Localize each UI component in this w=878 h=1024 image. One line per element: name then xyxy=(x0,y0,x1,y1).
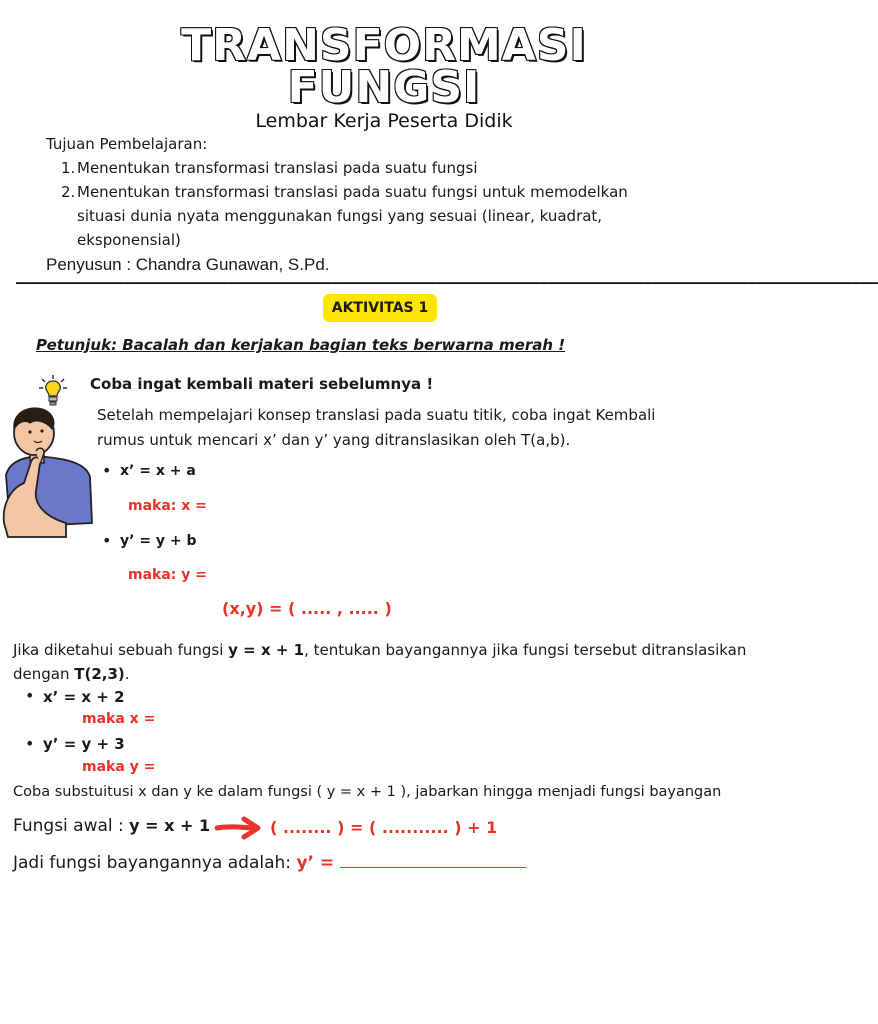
objectives-heading: Tujuan Pembelajaran: xyxy=(46,135,208,153)
subtitle: Lembar Kerja Peserta Didik xyxy=(255,110,513,132)
objective-2-cont1: situasi dunia nyata menggunakan fungsi yang sesuai (linear, kuadrat, xyxy=(77,207,603,225)
problem-text: . xyxy=(124,665,130,683)
problem-eq-2: y’ = y + 3 xyxy=(43,735,125,753)
title-line-2: FUNGSI xyxy=(287,62,481,113)
problem-text: Jika diketahui sebuah fungsi xyxy=(13,641,229,659)
objective-1-text: Menentukan transformasi translasi pada suatu fungsi xyxy=(77,159,478,177)
objective-1-num: 1. xyxy=(61,159,76,177)
author: Penyusun : Chandra Gunawan, S.Pd. xyxy=(46,255,330,274)
activity-badge: AKTIVITAS 1 xyxy=(323,294,437,322)
bullet-icon: • xyxy=(102,461,112,480)
problem-line-1 xyxy=(13,638,746,662)
bullet-icon: • xyxy=(25,686,35,705)
answer-blank-line[interactable] xyxy=(340,853,526,868)
objective-2-num: 2. xyxy=(61,183,76,201)
recall-heading: Coba ingat kembali materi sebelumnya ! xyxy=(90,375,434,393)
initial-expression[interactable]: ( ........ ) = ( ........... ) + 1 xyxy=(270,818,498,837)
problem-text: dengan xyxy=(13,665,75,683)
problem-eq-1: x’ = x + 2 xyxy=(43,688,125,706)
recall-eq-1: x’ = x + a xyxy=(120,463,196,479)
problem-answer-x[interactable]: maka x = xyxy=(82,711,156,727)
initial-label: Fungsi awal : xyxy=(13,816,130,836)
title-line-1: TRANSFORMASI xyxy=(181,20,587,71)
problem-answer-y[interactable]: maka y = xyxy=(82,759,156,775)
dashed-divider: –––––––––––––––––––––––––––––––––––––––––––––––––––––––––––––––––––––––––––––––––––––––––––––––––––––––––––––––––––– xyxy=(16,275,878,291)
recall-answer-x[interactable]: maka: x = xyxy=(128,498,207,514)
instruction: Petunjuk: Bacalah dan kerjakan bagian teks berwarna merah ! xyxy=(36,336,566,354)
initial-function xyxy=(13,816,210,836)
recall-point-answer[interactable]: (x,y) = ( ..... , ..... ) xyxy=(222,599,392,618)
recall-eq-2: y’ = y + b xyxy=(120,533,197,549)
arrow-right-icon xyxy=(214,815,262,841)
lightbulb-icon xyxy=(38,374,68,408)
problem-function: y = x + 1 xyxy=(228,641,305,659)
recall-text-1: Setelah mempelajari konsep translasi pada suatu titik, coba ingat Kembali xyxy=(97,406,656,424)
objective-2-text: Menentukan transformasi translasi pada suatu fungsi untuk memodelkan xyxy=(77,183,628,201)
initial-func: y = x + 1 xyxy=(129,816,211,835)
thinking-person-illustration xyxy=(0,405,96,545)
problem-line-2 xyxy=(13,662,130,686)
translation-vector: T(2,3) xyxy=(74,665,125,683)
bullet-icon: • xyxy=(25,734,35,753)
objective-2-cont2: eksponensial) xyxy=(77,231,181,249)
problem-text: , tentukan bayangannya jika fungsi tersebut ditranslasikan xyxy=(304,641,747,659)
substitute-instruction: Coba substuitusi x dan y ke dalam fungsi ( y = x + 1 ), jabarkan hingga menjadi fungsi bayangan xyxy=(13,784,722,800)
conclusion xyxy=(13,853,526,873)
recall-answer-y[interactable]: maka: y = xyxy=(128,567,207,583)
recall-text-2: rumus untuk mencari x’ dan y’ yang ditranslasikan oleh T(a,b). xyxy=(97,431,571,449)
conclusion-answer-label: y’ = xyxy=(296,853,335,873)
conclusion-label: Jadi fungsi bayangannya adalah: xyxy=(13,853,297,873)
bullet-icon: • xyxy=(102,531,112,550)
